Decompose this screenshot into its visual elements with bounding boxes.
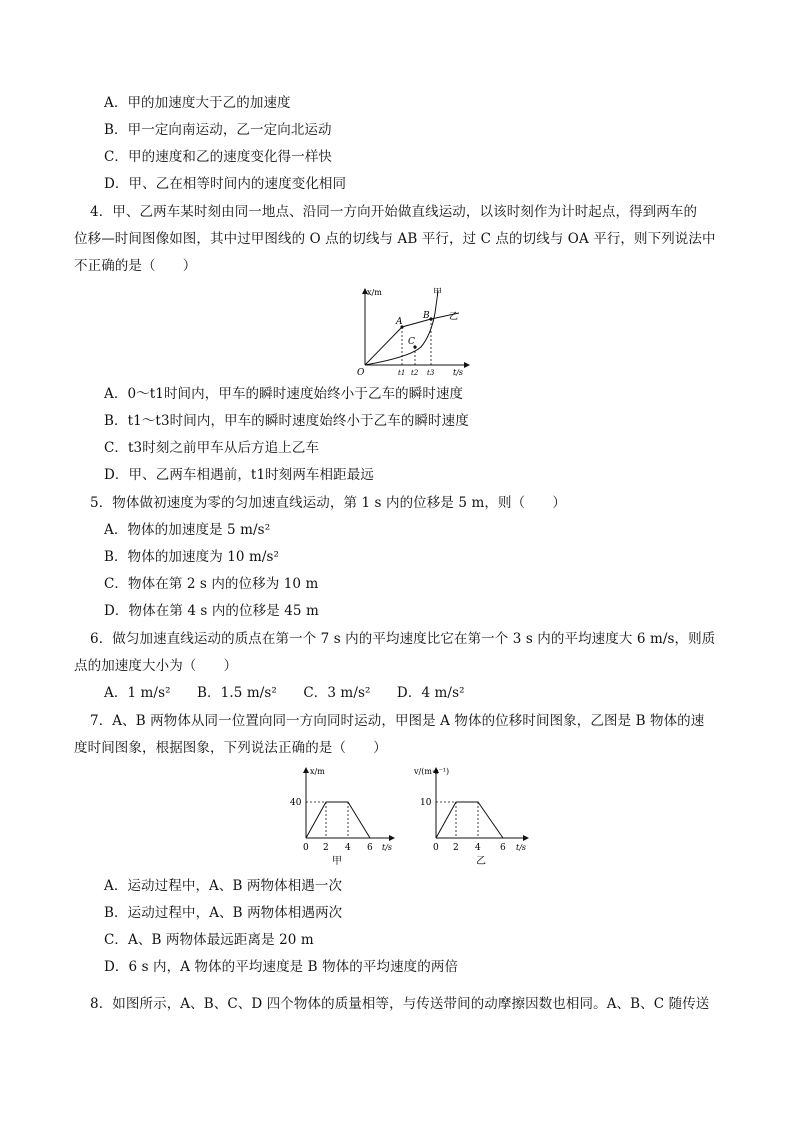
- q3-option-b: B．甲一定向南运动，乙一定向北运动: [104, 122, 332, 138]
- origin-label: O: [357, 368, 365, 377]
- y-axis-label: v/(m·s⁻¹): [414, 767, 450, 776]
- label-c: C: [408, 337, 415, 347]
- x-tick-0: 0: [433, 843, 439, 853]
- q4-option-c: C．t3时刻之前甲车从后方追上乙车: [104, 440, 320, 456]
- y-axis-label: x/m: [310, 767, 325, 776]
- q6-option-d: D．4 m/s²: [396, 685, 465, 701]
- x-axis-label: t/s: [382, 843, 393, 852]
- q6-stem-line1: 6．做匀加速直线运动的质点在第一个 7 s 内的平均速度比它在第一个 3 s 内的平均速度大 6 m/s，则质: [90, 631, 716, 647]
- tick-t2: t2: [411, 369, 419, 377]
- q7-option-d: D．6 s 内，A 物体的平均速度是 B 物体的平均速度的两倍: [104, 959, 459, 975]
- q6-options-row: [104, 684, 487, 702]
- y-axis-label: x/m: [367, 288, 382, 297]
- q5-option-d: D．物体在第 4 s 内的位移是 45 m: [104, 603, 319, 619]
- q5-option-b: B．物体的加速度为 10 m/s²: [104, 549, 280, 565]
- q5-option-a: A．物体的加速度是 5 m/s²: [104, 522, 271, 538]
- x-tick-4: 4: [345, 843, 351, 853]
- x-axis-label: t/s: [516, 843, 527, 852]
- tick-t1: t1: [398, 369, 406, 377]
- q4-xt-figure: [345, 285, 475, 377]
- q6-option-c: C．3 m/s²: [303, 685, 371, 701]
- label-jia: 甲: [433, 288, 443, 298]
- q4-stem-line1: 4．甲、乙两车某时刻由同一地点、沿同一方向开始做直线运动，以该时刻作为计时起点，得到两车的: [90, 204, 698, 220]
- x-tick-0: 0: [303, 843, 309, 853]
- q3-option-a: A．甲的加速度大于乙的加速度: [104, 95, 291, 111]
- q7-stem-line1: 7．A、B 两物体从同一位置向同一方向同时运动，甲图是 A 物体的位移时间图象，乙图是 B 物体的速: [90, 713, 705, 729]
- q7-option-c: C．A、B 两物体最远距离是 20 m: [104, 932, 314, 948]
- x-tick-6: 6: [500, 843, 506, 853]
- q7-stem-line2: 度时间图象，根据图象，下列说法正确的是（ ）: [74, 740, 387, 756]
- q6-option-a: A．1 m/s²: [104, 685, 171, 701]
- vt-trapezoid: [436, 802, 503, 838]
- label-yi: 乙: [449, 312, 459, 322]
- q8-stem-line1: 8．如图所示，A、B、C、D 四个物体的质量相等，与传送带间的动摩擦因数也相同。A、B、C 随传送: [90, 996, 710, 1012]
- q7-figure-yi: [412, 762, 536, 870]
- q7-option-a: A．运动过程中，A、B 两物体相遇一次: [104, 878, 343, 894]
- q4-option-b: B．t1～t3时间内，甲车的瞬时速度始终小于乙车的瞬时速度: [104, 413, 469, 429]
- tick-t3: t3: [427, 369, 435, 377]
- xt-trapezoid: [306, 802, 370, 838]
- q3-option-d: D．甲、乙在相等时间内的速度变化相同: [104, 176, 347, 192]
- x-axis-label: t/s: [453, 368, 464, 377]
- x-tick-4: 4: [475, 843, 481, 853]
- label-b: B: [423, 311, 430, 321]
- y-tick-40: 40: [290, 798, 302, 808]
- q5-stem: 5．物体做初速度为零的匀加速直线运动，第 1 s 内的位移是 5 m，则（ ）: [90, 495, 566, 511]
- x-tick-2: 2: [453, 843, 459, 853]
- q4-option-a: A．0～t1时间内，甲车的瞬时速度始终小于乙车的瞬时速度: [104, 386, 464, 402]
- label-a: A: [396, 317, 403, 327]
- caption-yi: 乙: [476, 856, 486, 867]
- x-tick-2: 2: [323, 843, 329, 853]
- q4-stem-line2: 位移—时间图像如图，其中过甲图线的 O 点的切线与 AB 平行，过 C 点的切线与 OA 平行，则下列说法中: [74, 231, 716, 247]
- y-tick-10: 10: [420, 798, 432, 808]
- q7-figure-jia: [282, 762, 402, 870]
- caption-jia: 甲: [332, 856, 342, 867]
- q4-stem-line3: 不正确的是（ ）: [74, 258, 197, 274]
- q7-option-b: B．运动过程中，A、B 两物体相遇两次: [104, 905, 343, 921]
- q5-option-c: C．物体在第 2 s 内的位移为 10 m: [104, 576, 319, 592]
- x-tick-6: 6: [367, 843, 373, 853]
- point-b: [429, 317, 432, 320]
- q6-option-b: B．1.5 m/s²: [197, 685, 277, 701]
- q3-option-c: C．甲的速度和乙的速度变化得一样快: [104, 149, 333, 165]
- q4-option-d: D．甲、乙两车相遇前，t1时刻两车相距最远: [104, 467, 374, 483]
- q6-stem-line2: 点的加速度大小为（ ）: [74, 658, 238, 674]
